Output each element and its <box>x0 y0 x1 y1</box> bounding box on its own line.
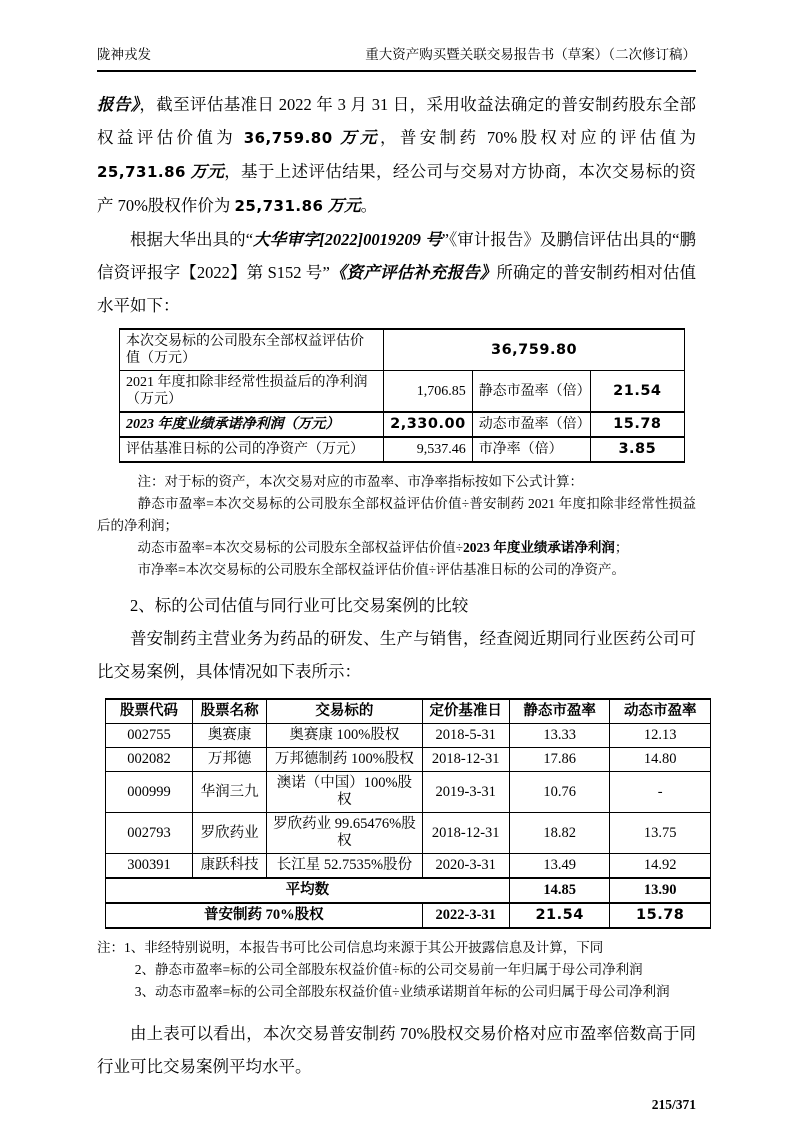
target-pricing-date: 2022-3-31 <box>422 903 509 928</box>
paragraph-conclusion: 由上表可以看出，本次交易普安制药 70%股权交易价格对应市盈率倍数高于同行业可比交易案例平均水平。 <box>97 1024 696 1076</box>
table-cell-label: 2023 年度业绩承诺净利润（万元） <box>120 412 384 437</box>
table-cell-value: 9,537.46 <box>384 437 473 462</box>
note-line: 3、动态市盈率=标的公司全部股东权益价值÷业绩承诺期首年标的公司归属于母公司净利润 <box>134 984 670 999</box>
text-segment: ，普安制药 70%股权对应的评估值为 <box>379 128 697 147</box>
deal-target: 澳诺（中国）100%股权 <box>267 772 422 813</box>
comparable-transactions-table <box>105 698 711 929</box>
target-deal-row <box>106 903 711 928</box>
table-cell-value: 36,759.80 <box>384 329 685 371</box>
table2-notes <box>97 937 696 1003</box>
text-segment: ，截至评估基准日 2022 年 3 月 31 日，采用收益法确定的普安制药股东全部权益评估价值为 <box>97 95 697 147</box>
note-line: 注：对于标的资产，本次交易对应的市盈率、市净率指标按如下公式计算： <box>137 474 583 489</box>
static-pe: 13.33 <box>509 724 610 748</box>
stock-code: 300391 <box>106 854 193 879</box>
text-segment: 。 <box>360 196 378 215</box>
deal-target: 万邦德制药 100%股权 <box>267 748 422 772</box>
table-row <box>106 748 711 772</box>
table-cell-label: 本次交易标的公司股东全部权益评估价值（万元） <box>120 329 384 371</box>
stock-name: 奥赛康 <box>193 724 267 748</box>
text-segment: 动态市盈率=本次交易标的公司股东全部权益评估价值÷ <box>137 540 464 555</box>
average-row <box>106 878 711 903</box>
stock-name: 万邦德 <box>193 748 267 772</box>
paragraph-valuation <box>97 88 696 223</box>
table-cell-ratio-value: 15.78 <box>590 412 684 437</box>
target-deal-label: 普安制药 70%股权 <box>106 903 423 928</box>
table-cell-ratio-label: 动态市盈率（倍） <box>472 412 590 437</box>
deal-target: 长江星 52.7535%股份 <box>267 854 422 879</box>
deal-target: 罗欣药业 99.65476%股权 <box>267 813 422 854</box>
paragraph-comparables-intro: 普安制药主营业务为药品的研发、生产与销售，经查阅近期同行业医药公司可比交易案例，具体情况如下表所示： <box>97 629 696 681</box>
table-cell-ratio-value: 3.85 <box>590 437 684 462</box>
audit-report-number: 大华审字[2022]0019209 号 <box>253 230 442 249</box>
static-pe: 17.86 <box>509 748 610 772</box>
pricing-date: 2019-3-31 <box>422 772 509 813</box>
table-row <box>106 813 711 854</box>
stock-name: 华润三九 <box>193 772 267 813</box>
pricing-date: 2018-12-31 <box>422 813 509 854</box>
static-pe: 10.76 <box>509 772 610 813</box>
unit-label: 万元 <box>323 196 361 215</box>
header-doc-title: 重大资产购买暨关联交易报告书（草案）（二次修订稿） <box>365 47 696 62</box>
dynamic-pe: 13.75 <box>610 813 711 854</box>
average-dynamic-pe: 13.90 <box>610 878 711 903</box>
table1-notes <box>97 471 696 581</box>
note-line: 市净率=本次交易标的公司股东全部权益评估价值÷评估基准日标的公司的净资产。 <box>137 562 626 577</box>
column-header: 股票代码 <box>106 699 193 724</box>
table-row <box>106 724 711 748</box>
paragraph-reports <box>97 223 696 322</box>
average-label: 平均数 <box>106 878 510 903</box>
stock-code: 002755 <box>106 724 193 748</box>
table-cell-ratio-value: 21.54 <box>590 371 684 413</box>
average-static-pe: 14.85 <box>509 878 610 903</box>
table-cell-label: 评估基准日标的公司的净资产（万元） <box>120 437 384 462</box>
column-header: 股票名称 <box>193 699 267 724</box>
dynamic-pe: 14.80 <box>610 748 711 772</box>
table-cell-ratio-label: 市净率（倍） <box>472 437 590 462</box>
stock-code: 000999 <box>106 772 193 813</box>
table-row <box>106 772 711 813</box>
text-segment: 根据大华出具的“ <box>130 230 254 249</box>
header-company: 陇神戎发 <box>97 47 151 62</box>
text-segment: 报告》 <box>97 95 140 114</box>
target-dynamic-pe: 15.78 <box>610 903 711 928</box>
value-70pct: 25,731.86 <box>97 163 186 181</box>
value-price: 25,731.86 <box>234 197 324 215</box>
text-segment: ； <box>614 540 629 555</box>
table-cell-value: 1,706.85 <box>384 371 473 413</box>
stock-code: 002793 <box>106 813 193 854</box>
section-heading: 2、标的公司估值与同行业可比交易案例的比较 <box>130 596 469 615</box>
column-header: 静态市盈率 <box>509 699 610 724</box>
table-row <box>120 412 685 437</box>
text-segment: ”《审计报告》及鹏信评估出具的“鹏信资评报字【2022】第 S152 号” <box>97 230 696 282</box>
table-row <box>120 371 685 413</box>
pricing-date: 2018-12-31 <box>422 748 509 772</box>
value-equity-total: 36,759.80 <box>243 129 333 147</box>
column-header: 定价基准日 <box>422 699 509 724</box>
table-header-row <box>106 699 711 724</box>
valuation-metrics-table <box>119 328 685 463</box>
page-header <box>97 46 696 72</box>
text-segment: 所确定的普安制药相对估值水平如下： <box>97 263 697 315</box>
unit-label: 万元 <box>185 162 225 181</box>
text-segment: ，基于上述评估结果，经公司与交易对方协商，本次交易标的资产 70%股权作价为 <box>97 162 697 215</box>
pricing-date: 2020-3-31 <box>422 854 509 879</box>
column-header: 交易标的 <box>267 699 422 724</box>
dynamic-pe: 12.13 <box>610 724 711 748</box>
column-header: 动态市盈率 <box>610 699 711 724</box>
note-line: 2、静态市盈率=标的公司全部股东权益价值÷标的公司交易前一年归属于母公司净利润 <box>134 962 643 977</box>
static-pe: 18.82 <box>509 813 610 854</box>
pricing-date: 2018-5-31 <box>422 724 509 748</box>
table-cell-ratio-label: 静态市盈率（倍） <box>472 371 590 413</box>
table-row <box>106 854 711 879</box>
deal-target: 奥赛康 100%股权 <box>267 724 422 748</box>
note-line: 注：1、非经特别说明，本报告书可比公司信息均来源于其公开披露信息及计算，下同 <box>97 940 604 955</box>
table-row <box>120 329 685 371</box>
target-static-pe: 21.54 <box>509 903 610 928</box>
table-cell-label: 2021 年度扣除非经常性损益后的净利润（万元） <box>120 371 384 413</box>
stock-name: 康跃科技 <box>193 854 267 879</box>
text-segment: 2023 年度业绩承诺净利润 <box>463 540 615 555</box>
table-row <box>120 437 685 462</box>
static-pe: 13.49 <box>509 854 610 879</box>
note-line: 静态市盈率=本次交易标的公司股东全部权益评估价值÷普安制药 2021 年度扣除非经常性损益后的净利润； <box>97 496 696 533</box>
dynamic-pe: 14.92 <box>610 854 711 879</box>
supplement-report-title: 《资产评估补充报告》 <box>329 263 497 282</box>
unit-label: 万元 <box>332 128 380 147</box>
stock-name: 罗欣药业 <box>193 813 267 854</box>
note-line <box>97 537 696 559</box>
page-number: 215/371 <box>651 1097 696 1112</box>
dynamic-pe: - <box>610 772 711 813</box>
stock-code: 002082 <box>106 748 193 772</box>
table-cell-value: 2,330.00 <box>384 412 473 437</box>
